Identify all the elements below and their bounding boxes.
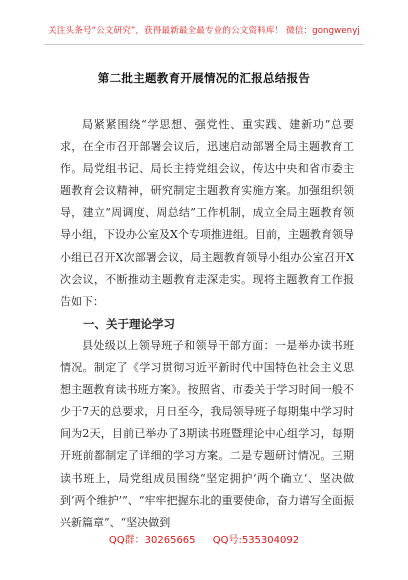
qq-number: QQ号:535304092 [212, 535, 300, 546]
document-title: 第二批主题教育开展情况的汇报总结报告 [97, 71, 311, 85]
footer-contact [0, 531, 408, 546]
section-paragraph: 县处级以上领导班子和领导干部方面：一是举办读书班情况。制定了《学习贯彻习近平新时代中国特色社会主义思想主题教育读书班方案》。按照省、市委关于学习时间一般不少于7天的总要求，月日至今，我局领导班子每期集中学习时间为2天，目前已举办了3期读书班暨理论中心组学习，每期开班前都制定了详细的学习方案。二是专题研讨情况。三期读书班上，局党组成员围绕“坚定拥护‘两个确立’、坚决做到‘两个维护’”、“牢牢把握东北的重要使命，奋力谱写全面振兴新篇章”、“坚决做到 [60, 338, 354, 529]
document-body [60, 114, 354, 534]
header-banner: 关注头条号“公文研究”，获得最新最全最专业的公文资料库！ 微信：gongwenyj [48, 26, 360, 36]
qq-group: QQ群：30265665 [108, 535, 196, 546]
section-heading: 一、关于理论学习 [83, 316, 175, 331]
intro-paragraph: 局紧紧围绕“学思想、强党性、重实践、建新功”总要求，在全市召开部署会议后，迅速启动部署全局主题教育工作。局党组书记、局长主持党组会议，传达中央和省市委主题教育会议精神，研究制定主题教育实施方案。加强组织领导，建立“周调度、周总结”工作机制，成立全局主题教育领导小组，下设办公室及X个专项推进组。目前，主题教育领导小组已召开X次部署会议，局主题教育领导小组办公室召开X次会议，不断推动主题教育走深走实。现将主题教育工作报告如下： [60, 118, 354, 308]
header-divider [44, 44, 364, 45]
